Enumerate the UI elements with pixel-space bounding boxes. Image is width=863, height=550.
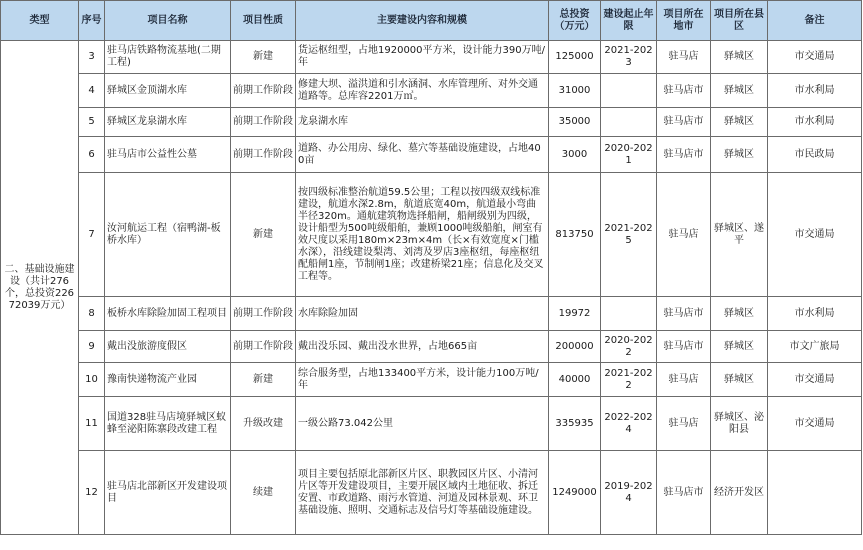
row-remark: 市水利局 [768,108,862,137]
header-remark: 备注 [768,1,862,41]
row-investment: 35000 [549,108,601,137]
row-name: 汝河航运工程（宿鸭湖-板桥水库） [105,173,231,297]
row-nature: 续建 [231,451,296,535]
row-no: 8 [79,297,105,331]
row-investment: 200000 [549,331,601,363]
row-period: 2021-2023 [601,41,657,74]
table-row [1,297,862,331]
row-city: 驻马店市 [657,137,711,173]
row-remark: 市交通局 [768,173,862,297]
row-county: 驿城区 [711,331,768,363]
row-investment: 31000 [549,74,601,108]
row-no: 11 [79,397,105,451]
table-row [1,173,862,297]
header-county: 项目所在县区 [711,1,768,41]
row-no: 9 [79,331,105,363]
table-row [1,137,862,173]
row-city: 驻马店市 [657,74,711,108]
row-remark: 市交通局 [768,363,862,397]
table-row [1,451,862,535]
row-name: 驿城区金顶湖水库 [105,74,231,108]
category-cell: 二、基础设施建设（共计276个，总投资22672039万元） [1,41,79,535]
table-row [1,74,862,108]
row-nature: 前期工作阶段 [231,331,296,363]
row-content: 综合服务型，占地133400平方米，设计能力100万吨/年 [296,363,549,397]
row-name: 戴出没旅游度假区 [105,331,231,363]
row-no: 5 [79,108,105,137]
row-remark: 市水利局 [768,297,862,331]
header-content: 主要建设内容和规模 [296,1,549,41]
row-remark: 市民政局 [768,137,862,173]
row-content: 一级公路73.042公里 [296,397,549,451]
row-content: 龙泉湖水库 [296,108,549,137]
row-city: 驻马店市 [657,331,711,363]
row-nature: 前期工作阶段 [231,137,296,173]
row-county: 驿城区 [711,108,768,137]
row-period [601,74,657,108]
row-investment: 813750 [549,173,601,297]
row-city: 驻马店 [657,397,711,451]
row-name: 国道328驻马店境驿城区蚁蜂至泌阳陈寨段改建工程 [105,397,231,451]
row-city: 驻马店市 [657,108,711,137]
row-name: 驻马店北部新区开发建设项目 [105,451,231,535]
row-period: 2021-2025 [601,173,657,297]
header-name: 项目名称 [105,1,231,41]
row-nature: 前期工作阶段 [231,74,296,108]
row-period: 2020-2022 [601,331,657,363]
row-no: 12 [79,451,105,535]
header-type: 类型 [1,1,79,41]
row-no: 7 [79,173,105,297]
row-investment: 335935 [549,397,601,451]
row-content: 水库除险加固 [296,297,549,331]
row-county: 驿城区 [711,137,768,173]
row-county: 驿城区、泌阳县 [711,397,768,451]
header-period: 建设起止年限 [601,1,657,41]
row-name: 豫南快递物流产业园 [105,363,231,397]
row-name: 驻马店市公益性公墓 [105,137,231,173]
row-content: 按四级标准整治航道59.5公里；工程以按四级双线标准建设，航道水深2.8m，航道底宽40m，航道最小弯曲半径320m。通航建筑物选择船闸，船闸级别为四级，设计船型为500吨级船舶，兼顾1000吨级船舶，闸室有效尺度以采用180m×23m×4m（长×有效宽度×门槛水深），沿线建设梨湾、刘湾及罗店3座枢纽，每座枢纽配船闸1座，节制闸1座；改建桥梁21座；信息化及交叉工程等。 [296,173,549,297]
row-city: 驻马店 [657,173,711,297]
row-investment: 125000 [549,41,601,74]
row-nature: 新建 [231,41,296,74]
row-name: 驿城区龙泉湖水库 [105,108,231,137]
row-period: 2021-2022 [601,363,657,397]
row-nature: 新建 [231,363,296,397]
header-city: 项目所在地市 [657,1,711,41]
row-content: 项目主要包括原北部新区片区、职教园区片区、小清河片区等开发建设项目，主要开展区域内土地征收、拆迁安置、市政道路、雨污水管道、河道及园林景观、环卫基础设施、照明、交通标志及信号灯等基础设施建设。 [296,451,549,535]
table-row [1,108,862,137]
row-county: 驿城区 [711,363,768,397]
row-city: 驻马店 [657,41,711,74]
row-remark: 市文广旅局 [768,331,862,363]
header-nature: 项目性质 [231,1,296,41]
row-no: 3 [79,41,105,74]
row-content: 道路、办公用房、绿化、墓穴等基础设施建设，占地400亩 [296,137,549,173]
row-remark: 市水利局 [768,74,862,108]
row-period: 2022-2024 [601,397,657,451]
row-remark [768,451,862,535]
row-nature: 升级改建 [231,397,296,451]
row-investment: 1249000 [549,451,601,535]
row-city: 驻马店市 [657,451,711,535]
row-investment: 19972 [549,297,601,331]
row-county: 驿城区、遂平 [711,173,768,297]
row-city: 驻马店 [657,363,711,397]
row-county: 驿城区 [711,41,768,74]
header-no: 序号 [79,1,105,41]
row-content: 戴出没乐园、戴出没水世界，占地665亩 [296,331,549,363]
row-content: 修建大坝、溢洪道和引水涵洞、水库管理所、对外交通道路等。总库容2201万㎥。 [296,74,549,108]
row-county: 驿城区 [711,297,768,331]
row-period: 2020-2021 [601,137,657,173]
row-period [601,297,657,331]
row-nature: 新建 [231,173,296,297]
header-row [1,1,862,41]
row-county: 经济开发区 [711,451,768,535]
row-city: 驻马店市 [657,297,711,331]
row-investment: 40000 [549,363,601,397]
row-nature: 前期工作阶段 [231,108,296,137]
row-investment: 3000 [549,137,601,173]
row-period: 2019-2024 [601,451,657,535]
row-remark: 市交通局 [768,397,862,451]
header-investment: 总投资（万元） [549,1,601,41]
row-name: 驻马店铁路物流基地(二期工程) [105,41,231,74]
row-no: 6 [79,137,105,173]
row-remark: 市交通局 [768,41,862,74]
table-row [1,363,862,397]
table-row [1,331,862,363]
row-period [601,108,657,137]
table-row [1,41,862,74]
row-no: 10 [79,363,105,397]
row-no: 4 [79,74,105,108]
row-name: 板桥水库除险加固工程项目 [105,297,231,331]
row-county: 驿城区 [711,74,768,108]
table-row [1,397,862,451]
row-nature: 前期工作阶段 [231,297,296,331]
row-content: 货运枢纽型，占地1920000平方米，设计能力390万吨/年 [296,41,549,74]
